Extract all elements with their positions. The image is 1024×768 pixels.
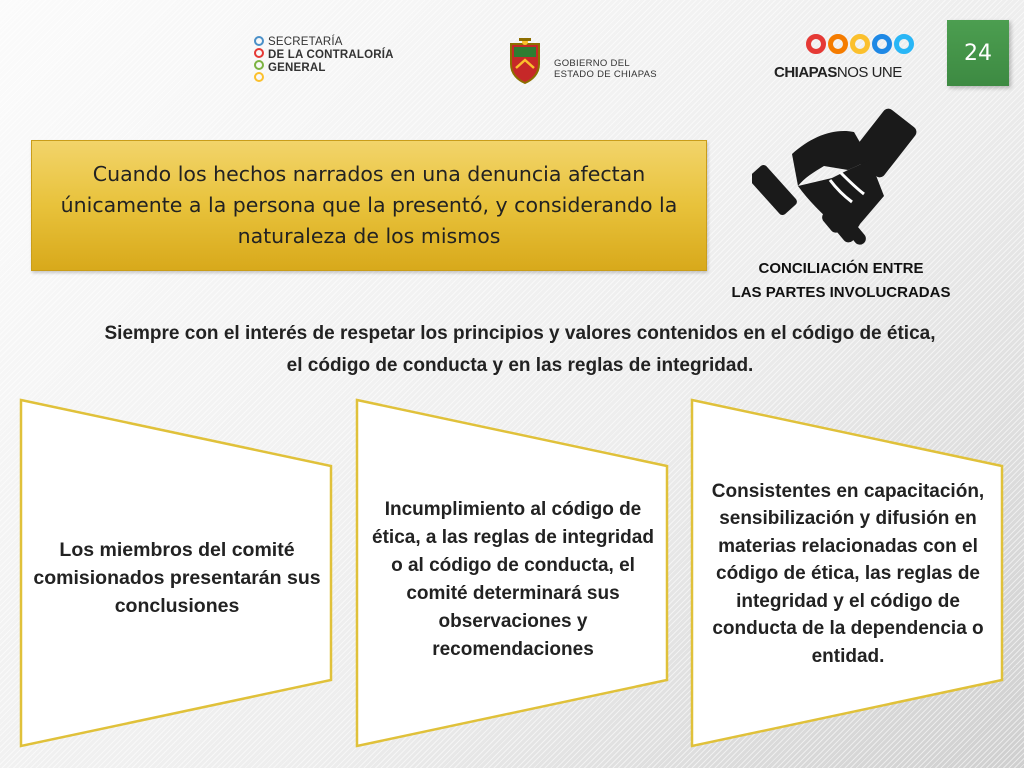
step-3-text: Consistentes en capacitación, sensibilización y difusión en materias relacionadas con el código de ética, las reglas de integridad y el código de conducta de la dependencia o entidad. xyxy=(711,480,985,667)
chiapas-nos-une-logo xyxy=(772,34,912,84)
step-1-box xyxy=(19,398,335,748)
chiapas-word: CHIAPAS xyxy=(774,64,837,81)
step-2-text: Incumplimiento al código de ética, a las reglas de integridad o al código de conducta, el comité determinará sus observaciones y recomendaciones xyxy=(372,499,654,660)
step-3-box xyxy=(690,398,1006,748)
conciliation-line2: LAS PARTES INVOLUCRADAS xyxy=(731,284,951,301)
contraloria-logo xyxy=(252,34,422,84)
contraloria-line2: DE LA CONTRALORÍA xyxy=(268,49,394,61)
gobierno-line1: GOBIERNO DEL xyxy=(554,58,630,69)
contraloria-line3: GENERAL xyxy=(268,62,326,74)
step-1-text: Los miembros del comité comisionados presentarán sus conclusiones xyxy=(33,539,321,617)
conciliation-label xyxy=(700,257,982,305)
principles-statement xyxy=(20,318,1020,382)
conciliation-line1: CONCILIACIÓN ENTRE xyxy=(758,260,924,277)
principles-line2: el código de conducta y en las reglas de integridad. xyxy=(286,355,754,376)
gobierno-logo xyxy=(508,36,678,88)
step-2-box xyxy=(355,398,671,748)
handshake-icon xyxy=(752,106,918,252)
chiapas-coat-of-arms-icon xyxy=(508,38,542,84)
principles-line1: Siempre con el interés de respetar los principios y valores contenidos en el código de ética, xyxy=(104,323,936,344)
gobierno-logo-text xyxy=(554,58,657,80)
rings-icon xyxy=(806,34,916,60)
chiapas-logo-text xyxy=(774,64,902,81)
gobierno-line2: ESTADO DE CHIAPAS xyxy=(554,69,657,80)
condition-text: Cuando los hechos narrados en una denuncia afectan únicamente a la persona que la presentó, y considerando la naturaleza de los mismos xyxy=(60,162,678,248)
nos-une-word: NOS UNE xyxy=(836,64,902,81)
contraloria-line1: SECRETARÍA xyxy=(268,36,343,48)
condition-box xyxy=(31,140,707,271)
contraloria-dots-icon xyxy=(252,34,266,84)
contraloria-logo-text xyxy=(268,36,394,75)
page-number: 24 xyxy=(947,20,1009,86)
